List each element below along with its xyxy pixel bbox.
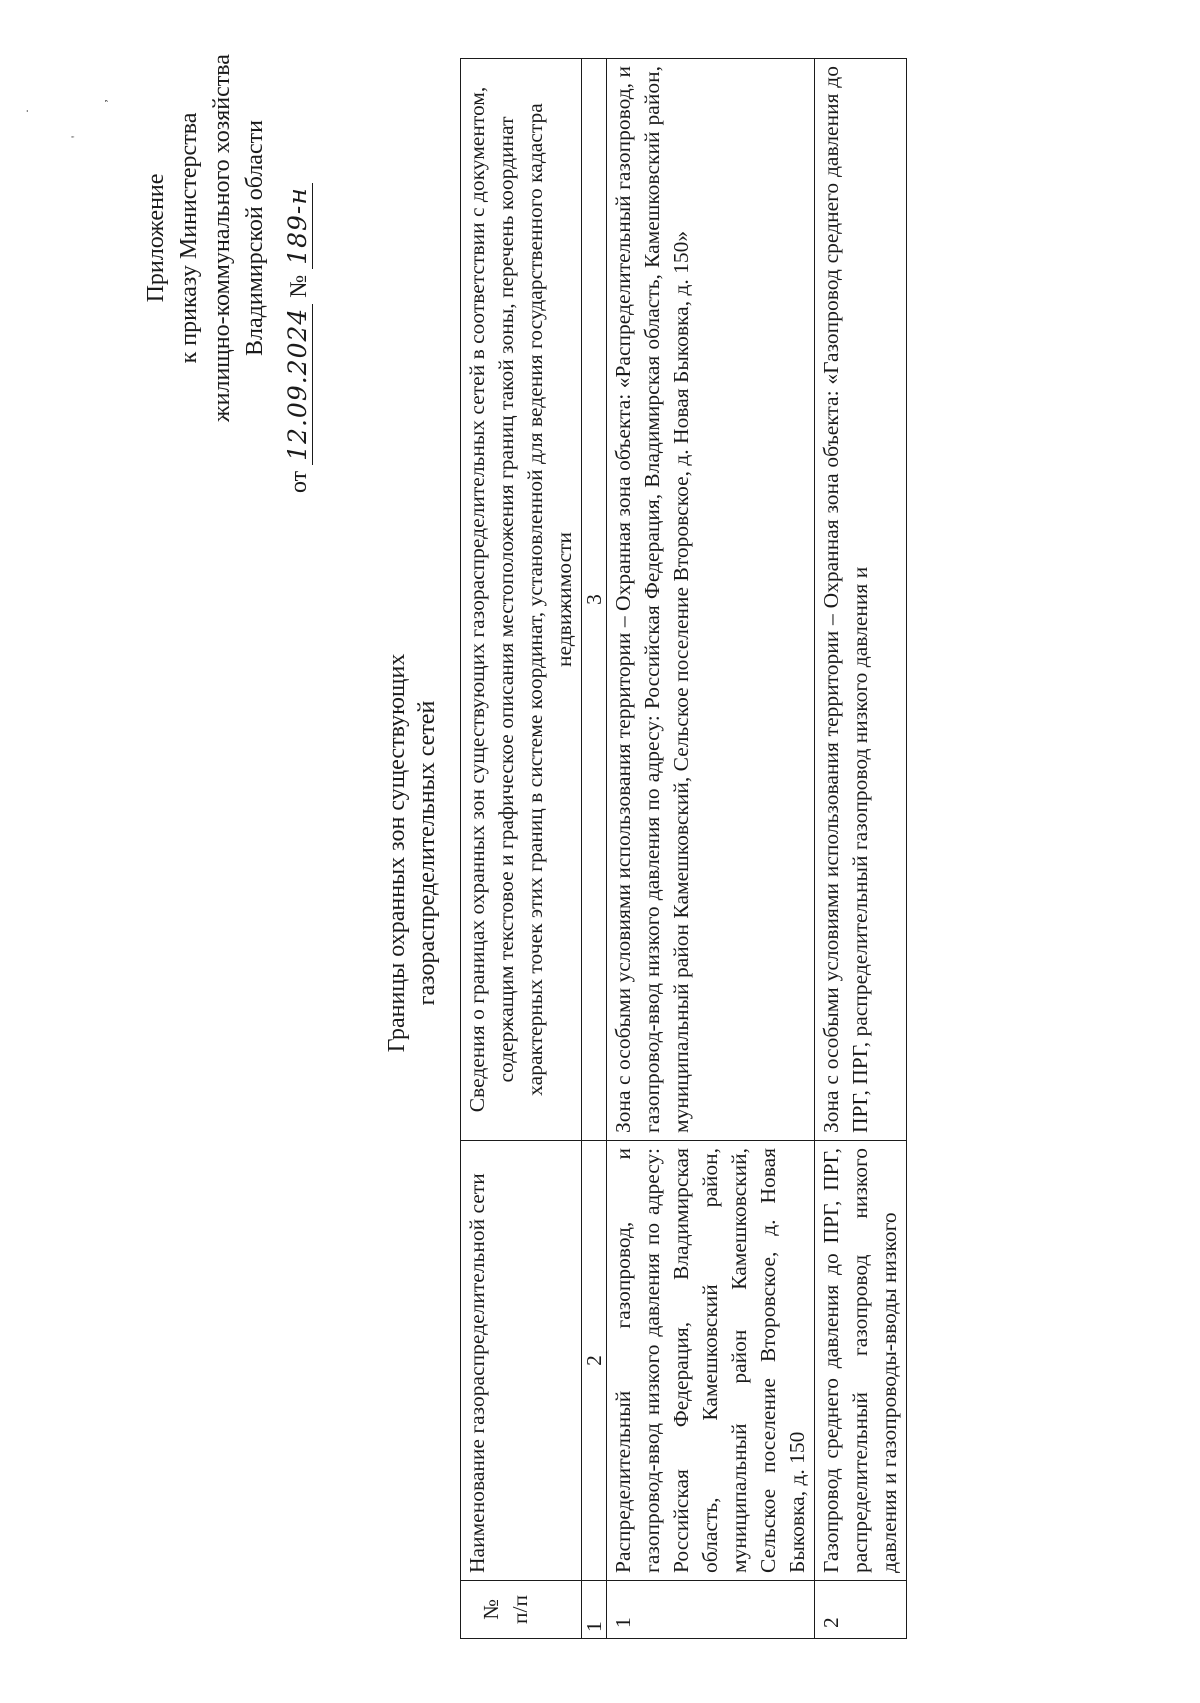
approval-line-order: к приказу Министерства	[176, 112, 202, 364]
header-zone-info: Сведения о границах охранных зон существующих газораспределительных сетей в соответствии с документом, содержащим текстовое и графическое описания местоположения границ такой зоны, перечень координат характерных точек этих границ в системе координат, установленной для ведения государственного кадастра недвижимости	[461, 59, 582, 1141]
title-line-2: газораспределительных сетей	[414, 700, 440, 1006]
approval-line-ministry: жилищно-коммунального хозяйства	[209, 54, 235, 422]
table-row	[815, 59, 907, 1639]
header-network-name: Наименование газораспределительной сети	[461, 1141, 582, 1581]
order-number: 189-н	[283, 183, 313, 269]
row-index: 1	[607, 1581, 815, 1639]
approval-line-region: Владимирской области	[242, 120, 268, 356]
row-zone-info: Зона с особыми условиями использования территории – Охранная зона объекта: «Газопровод среднего давления до ПРГ, ПРГ, распределительный газопровод низкого давления и	[815, 59, 907, 1141]
row-network-name: Газопровод среднего давления до ПРГ, ПРГ, распределительный газопровод низкого давления и газопроводы-вводы низкого	[815, 1141, 907, 1581]
column-number-1: 1	[582, 1581, 607, 1639]
row-network-name: Распределительный газопровод, и газопровод-ввод низкого давления по адресу: Российская Федерация, Владимирская область, Камешковский район, муниципальный район Камешковский, Сельское поселение Второвское, д. Новая Быковка, д. 150	[607, 1141, 815, 1581]
scan-speck: ‚	[95, 99, 109, 103]
table-row	[607, 59, 815, 1639]
column-number-3: 3	[582, 59, 607, 1141]
title-line-1: Границы охранных зон существующих	[384, 653, 410, 1053]
scan-speck: ·	[20, 109, 34, 113]
row-index: 2	[815, 1581, 907, 1639]
column-number-2: 2	[582, 1141, 607, 1581]
table-header-row	[461, 59, 582, 1639]
scan-speck: '	[68, 135, 82, 138]
column-number-row	[582, 59, 607, 1639]
row-zone-info: Зона с особыми условиями использования территории – Охранная зона объекта: «Распределительный газопровод, и газопровод-ввод низкого давления по адресу: Российская Федерация, Владимирская область, Камешковский район, муниципальный район Камешковский, Сельское поселение Второвское, д. Новая Быковка, д. 150»	[607, 59, 815, 1141]
zones-table	[460, 58, 907, 1639]
header-index: № п/п	[461, 1581, 582, 1639]
order-from-label: от	[286, 470, 312, 493]
document-title	[382, 543, 442, 1163]
approval-line-appendix: Приложение	[143, 173, 169, 303]
approval-block	[140, 28, 272, 448]
order-reference	[283, 53, 313, 493]
order-number-label: №	[286, 274, 312, 298]
order-date: 12.09.2024	[283, 304, 313, 465]
